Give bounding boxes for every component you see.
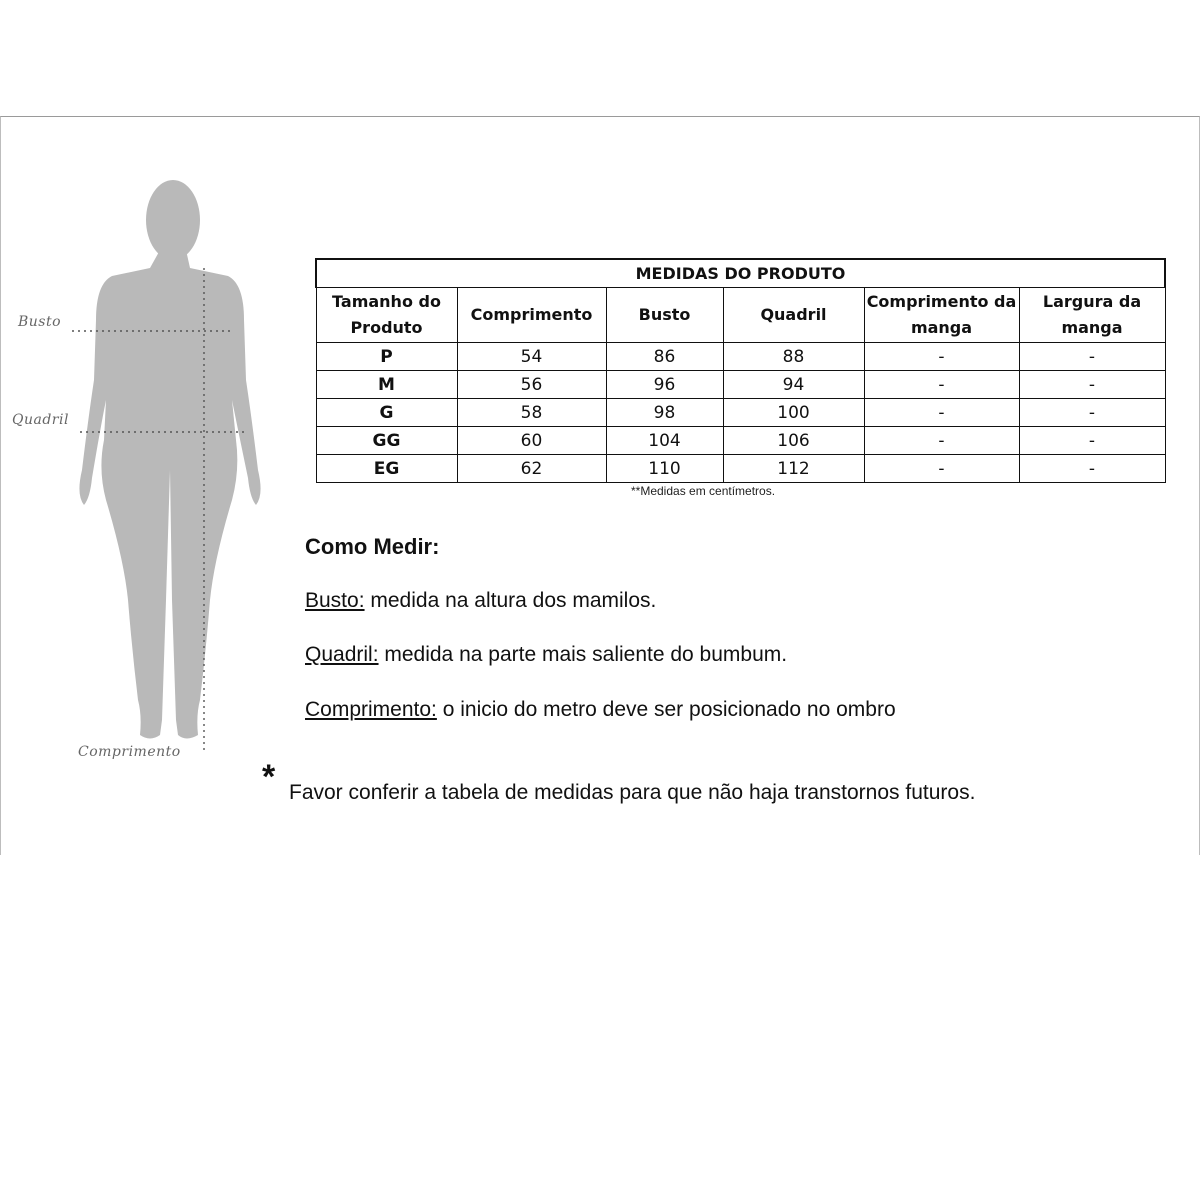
table-header-cell bbox=[1019, 288, 1165, 343]
table-title: MEDIDAS DO PRODUTO bbox=[316, 259, 1165, 288]
measure-cell: 106 bbox=[723, 427, 864, 455]
measure-cell: - bbox=[864, 371, 1019, 399]
measure-cell: 62 bbox=[457, 455, 606, 483]
measure-cell: 58 bbox=[457, 399, 606, 427]
table-header-cell bbox=[457, 288, 606, 343]
quadril-label: Quadril bbox=[12, 412, 69, 428]
measure-cell: 112 bbox=[723, 455, 864, 483]
measure-cell: 88 bbox=[723, 343, 864, 371]
measure-cell: - bbox=[864, 427, 1019, 455]
howto-item-busto bbox=[305, 589, 656, 613]
table-note: **Medidas em centímetros. bbox=[631, 484, 776, 498]
comprimento-label: Comprimento bbox=[78, 744, 181, 760]
measure-cell: 110 bbox=[606, 455, 723, 483]
measure-cell: 86 bbox=[606, 343, 723, 371]
header-line: Comprimento bbox=[470, 305, 593, 324]
measure-cell: 100 bbox=[723, 399, 864, 427]
table-header-cell bbox=[864, 288, 1019, 343]
size-cell: GG bbox=[316, 427, 457, 455]
header-line: Produto bbox=[350, 318, 423, 337]
table-header-cell bbox=[723, 288, 864, 343]
header-line: Busto bbox=[638, 305, 691, 324]
header-line: Largura da bbox=[1042, 292, 1142, 311]
measure-cell: - bbox=[1019, 427, 1165, 455]
measure-cell: - bbox=[1019, 455, 1165, 483]
size-cell: M bbox=[316, 371, 457, 399]
header-line: manga bbox=[1061, 318, 1123, 337]
howto-title: Como Medir: bbox=[305, 534, 440, 559]
howto-text: o inicio do metro deve ser posicionado no ombro bbox=[436, 698, 896, 721]
measure-cell: - bbox=[864, 343, 1019, 371]
table-row bbox=[316, 455, 1165, 483]
measure-cell: - bbox=[1019, 343, 1165, 371]
howto-term: Quadril: bbox=[305, 643, 379, 666]
size-cell: P bbox=[316, 343, 457, 371]
table-row bbox=[316, 399, 1165, 427]
disclaimer-text: Favor conferir a tabela de medidas para que não haja transtornos futuros. bbox=[289, 781, 976, 804]
header-line: Tamanho do bbox=[332, 292, 441, 311]
table-row bbox=[316, 343, 1165, 371]
howto-term: Comprimento: bbox=[305, 698, 437, 721]
header-line: Quadril bbox=[760, 305, 827, 324]
size-cell: G bbox=[316, 399, 457, 427]
measure-cell: 96 bbox=[606, 371, 723, 399]
howto-item-comprimento bbox=[305, 698, 896, 722]
howto-text: medida na altura dos mamilos. bbox=[364, 589, 657, 612]
table-header-row bbox=[316, 288, 1165, 343]
header-line: manga bbox=[910, 318, 973, 337]
measure-cell: - bbox=[1019, 399, 1165, 427]
body-silhouette bbox=[0, 0, 300, 860]
table-row bbox=[316, 427, 1165, 455]
howto-item-quadril bbox=[305, 643, 787, 667]
asterisk-mark: * bbox=[262, 758, 276, 796]
busto-label: Busto bbox=[18, 314, 62, 330]
measure-cell: 94 bbox=[723, 371, 864, 399]
size-cell: EG bbox=[316, 455, 457, 483]
table-header-cell bbox=[316, 288, 457, 343]
measure-cell: 104 bbox=[606, 427, 723, 455]
table-row bbox=[316, 371, 1165, 399]
measure-cell: 54 bbox=[457, 343, 606, 371]
measure-cell: 98 bbox=[606, 399, 723, 427]
header-line: Comprimento da bbox=[866, 292, 1017, 311]
measure-cell: - bbox=[864, 399, 1019, 427]
howto-text: medida na parte mais saliente do bumbum. bbox=[378, 643, 788, 666]
measure-cell: 60 bbox=[457, 427, 606, 455]
table-header-cell bbox=[606, 288, 723, 343]
table-body bbox=[316, 343, 1165, 483]
measure-cell: - bbox=[1019, 371, 1165, 399]
howto-term: Busto: bbox=[305, 589, 365, 612]
measure-cell: - bbox=[864, 455, 1019, 483]
size-table bbox=[315, 258, 1166, 483]
measure-cell: 56 bbox=[457, 371, 606, 399]
